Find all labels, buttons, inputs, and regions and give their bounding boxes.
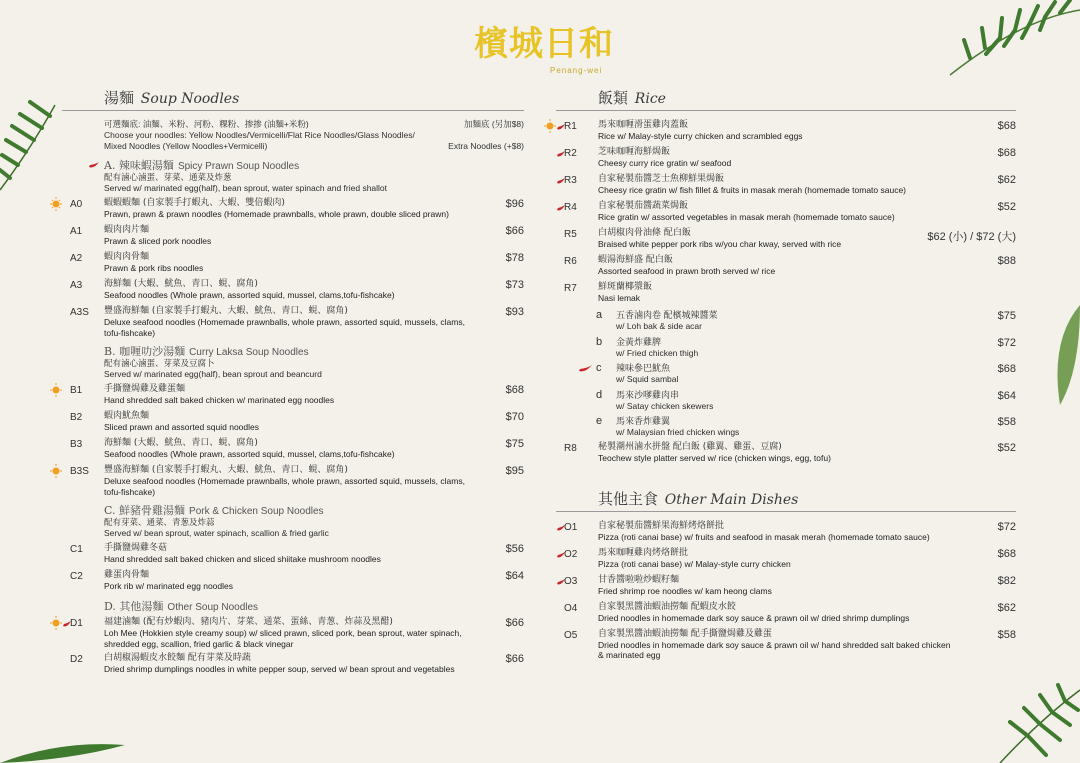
subsection-note-cn: 配有滷心滷蛋、芽菜、通菜及炸葱 <box>104 172 232 182</box>
leaf-top-left-decoration <box>0 90 60 200</box>
subsection-note-cn: 配有滷心滷蛋、芽菜及豆腐卜 <box>104 358 215 368</box>
item-name-en: Hand shredded salt baked chicken and sliced shiitake mushroom noodles <box>104 554 381 564</box>
leaf-right-edge-decoration <box>1040 300 1080 410</box>
item-code: R5 <box>564 229 577 240</box>
item-code: A2 <box>70 253 83 264</box>
extra-noodles-cn: 加麵底 (另加$8) <box>464 119 524 129</box>
leaf-bottom-left-decoration <box>0 720 130 763</box>
item-name-en: Cheesy rice gratin w/ fish fillet & fruits in masak merah (homemade tomato sauce) <box>598 185 907 195</box>
item-code: C2 <box>70 571 83 582</box>
nasi-lemak-option[interactable] <box>556 309 1016 332</box>
item-price: $73 <box>505 279 524 291</box>
item-price: $68 <box>997 147 1016 159</box>
brand-name-cn: 檳城日和 <box>474 24 614 64</box>
menu-item[interactable] <box>62 197 524 221</box>
item-code: O3 <box>564 575 578 587</box>
item-name-cn: 馬來咖喱滑蛋雞肉蓋飯 <box>598 120 689 130</box>
menu-item[interactable] <box>62 383 524 407</box>
item-name-en: Prawn & pork ribs noodles <box>104 263 204 273</box>
item-name-en: Dried noodles in homemade dark soy sauce & prawn oil w/ dried shrimp dumplings <box>598 612 910 623</box>
item-name-en: Deluxe seafood noodles (Homemade prawnballs, whole prawn, assorted squid, mussels, clams, tofu-fishcake) <box>104 317 465 338</box>
subsection-note-en: Served w/ bean sprout, water spinach, scallion & fried garlic <box>104 528 329 538</box>
subsection-title-cn: C. 鮮豬骨雞湯麵 <box>104 504 186 517</box>
option-name-en: w/ Fried chicken thigh <box>616 347 699 358</box>
item-price: $82 <box>997 574 1016 587</box>
item-code: R1 <box>564 121 577 132</box>
option-name-cn: 辣味參巴魷魚 <box>616 363 671 373</box>
menu-item[interactable] <box>62 278 524 302</box>
leaf-top-right-decoration <box>920 0 1080 80</box>
item-price: $62 <box>997 174 1016 186</box>
item-name-en: Nasi lemak <box>598 293 641 303</box>
item-name-cn: 甘香醬啦啦炒蝦籽麵 <box>598 574 680 585</box>
extra-noodles-note <box>448 119 524 152</box>
subsection-note-cn: 配有芽菜、通菜、青葱及炸蒜 <box>104 517 215 527</box>
item-name-en: Prawn, prawn & prawn noodles (Homemade prawnballs, whole prawn, double sliced prawn) <box>104 209 449 219</box>
item-code: A1 <box>70 226 83 237</box>
subsection-header <box>62 346 524 380</box>
option-price: $72 <box>997 336 1016 349</box>
item-code: O5 <box>564 629 578 641</box>
item-name-en: Braised white pepper pork ribs w/you char kway, served with rice <box>598 239 842 249</box>
item-price: $72 <box>997 520 1016 533</box>
item-name-cn: 蝦肉肉片麵 <box>104 225 150 235</box>
menu-item[interactable] <box>556 200 1016 224</box>
item-code: B3S <box>70 466 89 477</box>
option-name-en: w/ Satay chicken skewers <box>616 400 714 411</box>
item-price: $62 <box>997 601 1016 614</box>
menu-item[interactable] <box>556 601 1016 625</box>
leaf-bottom-right-decoration <box>980 670 1080 763</box>
option-name-en: w/ Malaysian fried chicken wings <box>616 427 740 437</box>
noodle-choice-cn: 可選麵底: 油麵、米粉、河粉、粿粉、掺掺 (油麵+米粉) <box>104 119 309 129</box>
rice-section <box>556 86 1016 661</box>
brand-name-en: Penang-wei <box>550 66 603 75</box>
section-title-other <box>556 487 1016 512</box>
item-name-cn: 手撕鹽焗雞及雞蛋麵 <box>104 384 186 394</box>
item-price: $68 <box>997 547 1016 560</box>
item-name-cn: 自家製黑醬油蝦油撈麵 配手撕鹽焗雞及雞蛋 <box>598 628 772 639</box>
option-letter: d <box>596 388 603 401</box>
item-code: B1 <box>70 385 83 396</box>
item-name-en: Cheesy curry rice gratin w/ seafood <box>598 158 732 168</box>
option-name-cn: 馬來香炸雞翼 <box>616 416 671 426</box>
item-name-cn: 手撕鹽焗雞冬菇 <box>104 543 168 553</box>
item-name-cn: 自家秘製茄醬芝士魚柳鮮果焗飯 <box>598 174 725 184</box>
menu-item[interactable] <box>556 173 1016 197</box>
section-title-en: Rice <box>634 91 666 107</box>
item-price: $93 <box>505 306 524 318</box>
item-name-en: Dried shrimp dumplings noodles in white pepper soup, served w/ bean sprout and vegetables <box>104 664 455 674</box>
nasi-lemak-option[interactable] <box>556 362 1016 385</box>
item-code: O4 <box>564 602 578 614</box>
item-name-cn: 自家秘製茄醬蔬菜焗飯 <box>598 201 689 211</box>
item-price: $66 <box>505 653 524 665</box>
item-code: D2 <box>70 654 83 665</box>
option-letter: c <box>596 362 602 374</box>
brand-logo <box>470 16 620 78</box>
option-letter: e <box>596 415 603 427</box>
item-name-cn: 白胡椒湯蝦皮水餃麵 配有芽菜及時蔬 <box>104 653 251 663</box>
item-price: $68 <box>997 120 1016 132</box>
option-price: $64 <box>997 389 1016 402</box>
subsection-title-en: Spicy Prawn Soup Noodles <box>177 161 300 172</box>
menu-item[interactable] <box>556 146 1016 170</box>
menu-item[interactable] <box>62 305 524 338</box>
item-name-en: Seafood noodles (Whole prawn, assorted squid, mussel, clams,tofu-fishcake) <box>104 449 395 459</box>
item-price: $96 <box>505 198 524 210</box>
menu-item[interactable] <box>62 410 524 434</box>
menu-item[interactable] <box>556 281 1016 305</box>
subsection-note-en: Served w/ marinated egg(half), bean sprout and beancurd <box>104 369 322 379</box>
item-name-en: Teochew style platter served w/ rice (chicken wings, egg, tofu) <box>598 452 831 463</box>
item-name-cn: 白胡椒肉骨油條 配白飯 <box>598 228 691 238</box>
option-name-en: w/ Loh bak & side acar <box>616 321 702 331</box>
item-name-cn: 馬來咖喱雞肉烤烙餅批 <box>598 547 689 558</box>
menu-item[interactable] <box>556 547 1016 571</box>
subsection-title-cn: B. 咖喱叻沙湯麵 <box>104 345 186 358</box>
menu-item[interactable] <box>556 574 1016 598</box>
item-price: $75 <box>505 438 524 450</box>
menu-item[interactable] <box>556 520 1016 544</box>
item-code: B2 <box>70 412 83 423</box>
menu-item[interactable] <box>62 224 524 248</box>
section-title <box>62 86 524 111</box>
item-name-en: Dried noodles in homemade dark soy sauce & prawn oil w/ hand shredded salt baked chicken & marinated egg <box>598 639 951 660</box>
item-name-en: Hand shredded salt baked chicken w/ marinated egg noodles <box>104 395 335 405</box>
menu-item[interactable] <box>556 119 1016 143</box>
option-name-cn: 五香滷肉卷 配檳城辣醬菜 <box>616 310 718 320</box>
item-name-cn: 海鮮麵 (大蝦、魷魚、青口、蜆、腐角) <box>104 279 258 289</box>
item-price: $58 <box>997 628 1016 641</box>
item-name-cn: 蝦肉肉骨麵 <box>104 252 150 262</box>
item-name-en: Deluxe seafood noodles (Homemade prawnballs, whole prawn, assorted squid, mussels, clams, tofu-fishcake) <box>104 476 465 497</box>
option-name-cn: 金黃炸雞脾 <box>616 336 662 347</box>
item-price: $52 <box>997 441 1016 454</box>
item-code: A3 <box>70 280 83 291</box>
item-name-en: Seafood noodles (Whole prawn, assorted squid, mussel, clams,tofu-fishcake) <box>104 290 395 300</box>
option-name-en: w/ Squid sambal <box>616 374 679 384</box>
item-name-en: Rice w/ Malay-style curry chicken and scrambled eggs <box>598 131 803 141</box>
section-title-en: Other Main Dishes <box>664 491 799 508</box>
menu-item[interactable] <box>62 542 524 566</box>
nasi-lemak-option[interactable] <box>556 336 1016 359</box>
subsection-title-en: Other Soup Noodles <box>167 602 259 613</box>
item-code: D1 <box>70 618 83 629</box>
section-title-cn: 湯麵 <box>104 89 135 107</box>
item-code: R7 <box>564 283 577 294</box>
item-code: A3S <box>70 307 89 318</box>
subsection-title-en: Pork & Chicken Soup Noodles <box>189 506 324 517</box>
item-name-en: Rice gratin w/ assorted vegetables in masak merah (homemade tomato sauce) <box>598 212 895 222</box>
item-price: $52 <box>997 201 1016 213</box>
item-code: B3 <box>70 439 83 450</box>
item-name-en: Sliced prawn and assorted squid noodles <box>104 422 259 432</box>
noodle-choice-en: Choose your noodles: Yellow Noodles/Vermicelli/Flat Rice Noodles/Glass Noodles/ Mixed Noodles (Yellow Noodles+Vermicelli) <box>104 130 415 151</box>
item-name-cn: 蝦湯海鮮盛 配白飯 <box>598 255 673 265</box>
subsection-title-cn: A. 辣味蝦湯麵 <box>104 159 174 172</box>
item-code: A0 <box>70 199 83 210</box>
menu-item[interactable] <box>62 616 524 649</box>
item-name-en: Prawn & sliced pork noodles <box>104 236 212 246</box>
item-price: $66 <box>505 617 524 629</box>
chili-icon <box>578 363 594 373</box>
item-name-cn: 豐盛海鮮麵 (自家製手打蝦丸、大蝦、魷魚、青口、蜆、腐角) <box>104 306 348 316</box>
menu-item[interactable] <box>556 254 1016 278</box>
menu-item[interactable] <box>62 437 524 461</box>
extra-noodles-en: Extra Noodles (+$8) <box>448 141 524 151</box>
nasi-lemak-option[interactable] <box>556 415 1016 438</box>
section-title-cn: 其他主食 <box>598 489 659 508</box>
noodle-choice-note <box>62 119 524 152</box>
option-name-cn: 馬來沙嗲雞肉串 <box>616 389 680 400</box>
menu-item[interactable] <box>556 441 1016 465</box>
item-code: O2 <box>564 548 578 560</box>
menu-item[interactable] <box>556 628 1016 661</box>
item-name-cn: 雞蛋肉骨麵 <box>104 570 150 580</box>
menu-item[interactable] <box>62 464 524 497</box>
nasi-lemak-option[interactable] <box>556 389 1016 412</box>
item-code: C1 <box>70 544 83 555</box>
option-price: $58 <box>997 416 1016 428</box>
section-title <box>556 86 1016 111</box>
subsection-note-en: Served w/ marinated egg(half), bean sprout, water spinach and fried shallot <box>104 183 388 193</box>
subsection-title-en: Curry Laksa Soup Noodles <box>189 347 309 358</box>
item-name-cn: 自家秘製茄醬鮮果海鮮烤烙餅批 <box>598 520 725 531</box>
item-name-cn: 海鮮麵 (大蝦、魷魚、青口、蜆、腐角) <box>104 438 258 448</box>
item-name-en: Pork rib w/ marinated egg noodles <box>104 581 233 591</box>
item-price: $64 <box>505 570 524 582</box>
item-name-cn: 鮮斑蘭椰漿飯 <box>598 282 653 292</box>
subsection-header <box>62 160 524 194</box>
chili-icon <box>88 161 100 169</box>
item-name-cn: 蝦蝦蝦麵 (自家製手打蝦丸、大蝦、雙倍蝦肉) <box>104 198 285 208</box>
item-name-en: Loh Mee (Hokkien style creamy soup) w/ sliced prawn, sliced pork, bean sprout, water spinach, shredded egg, scallion, fried garlic & black vinegar <box>104 628 462 649</box>
option-letter: a <box>596 309 603 321</box>
item-price: $78 <box>505 252 524 264</box>
menu-item[interactable] <box>62 569 524 593</box>
item-code: R6 <box>564 256 577 267</box>
subsection-header <box>62 505 524 539</box>
item-code: R3 <box>564 175 577 186</box>
item-code: O1 <box>564 521 578 533</box>
item-code: R2 <box>564 148 577 159</box>
subsection-header <box>62 601 524 613</box>
item-name-cn: 蝦肉魷魚麵 <box>104 411 150 421</box>
item-name-en: Fried shrimp roe noodles w/ kam heong clams <box>598 585 772 596</box>
item-name-cn: 秘製潮州滷水拼盤 配白飯 (雞翼、雞蛋、豆腐) <box>598 441 782 452</box>
item-name-en: Assorted seafood in prawn broth served w/ rice <box>598 266 776 276</box>
section-title-en: Soup Noodles <box>140 91 240 107</box>
item-name-cn: 福建滷麵 (配有炒蝦肉、豬肉片、芽菜、通菜、蛋絲、青葱、炸蒜及黑醋) <box>104 617 393 627</box>
menu-item[interactable] <box>556 227 1016 251</box>
option-price: $75 <box>997 310 1016 322</box>
item-name-en: Pizza (roti canai base) w/ fruits and seafood in masak merah (homemade tomato sauce) <box>598 531 930 542</box>
menu-item[interactable] <box>62 652 524 676</box>
item-name-en: Pizza (roti canai base) w/ Malay-style curry chicken <box>598 558 791 569</box>
option-price: $68 <box>997 363 1016 375</box>
item-price: $95 <box>505 465 524 477</box>
item-price: $70 <box>505 411 524 423</box>
item-code: R8 <box>564 442 577 454</box>
item-price: $68 <box>505 384 524 396</box>
item-code: R4 <box>564 202 577 213</box>
item-name-cn: 自家製黑醬油蝦油撈麵 配蝦皮水餃 <box>598 601 736 612</box>
item-name-cn: 豐盛海鮮麵 (自家製手打蝦丸、大蝦、魷魚、青口、蜆、腐角) <box>104 465 348 475</box>
subsection-title-cn: D. 其他湯麵 <box>104 600 164 613</box>
item-price: $62 (小) / $72 (大) <box>927 231 1016 243</box>
item-price: $88 <box>997 255 1016 267</box>
menu-item[interactable] <box>62 251 524 275</box>
item-price: $56 <box>505 543 524 555</box>
soup-noodles-section <box>62 86 524 676</box>
item-name-cn: 芝味咖喱海鮮焗飯 <box>598 147 671 157</box>
section-title-cn: 飯類 <box>598 89 629 107</box>
option-letter: b <box>596 335 603 348</box>
item-price: $66 <box>505 225 524 237</box>
